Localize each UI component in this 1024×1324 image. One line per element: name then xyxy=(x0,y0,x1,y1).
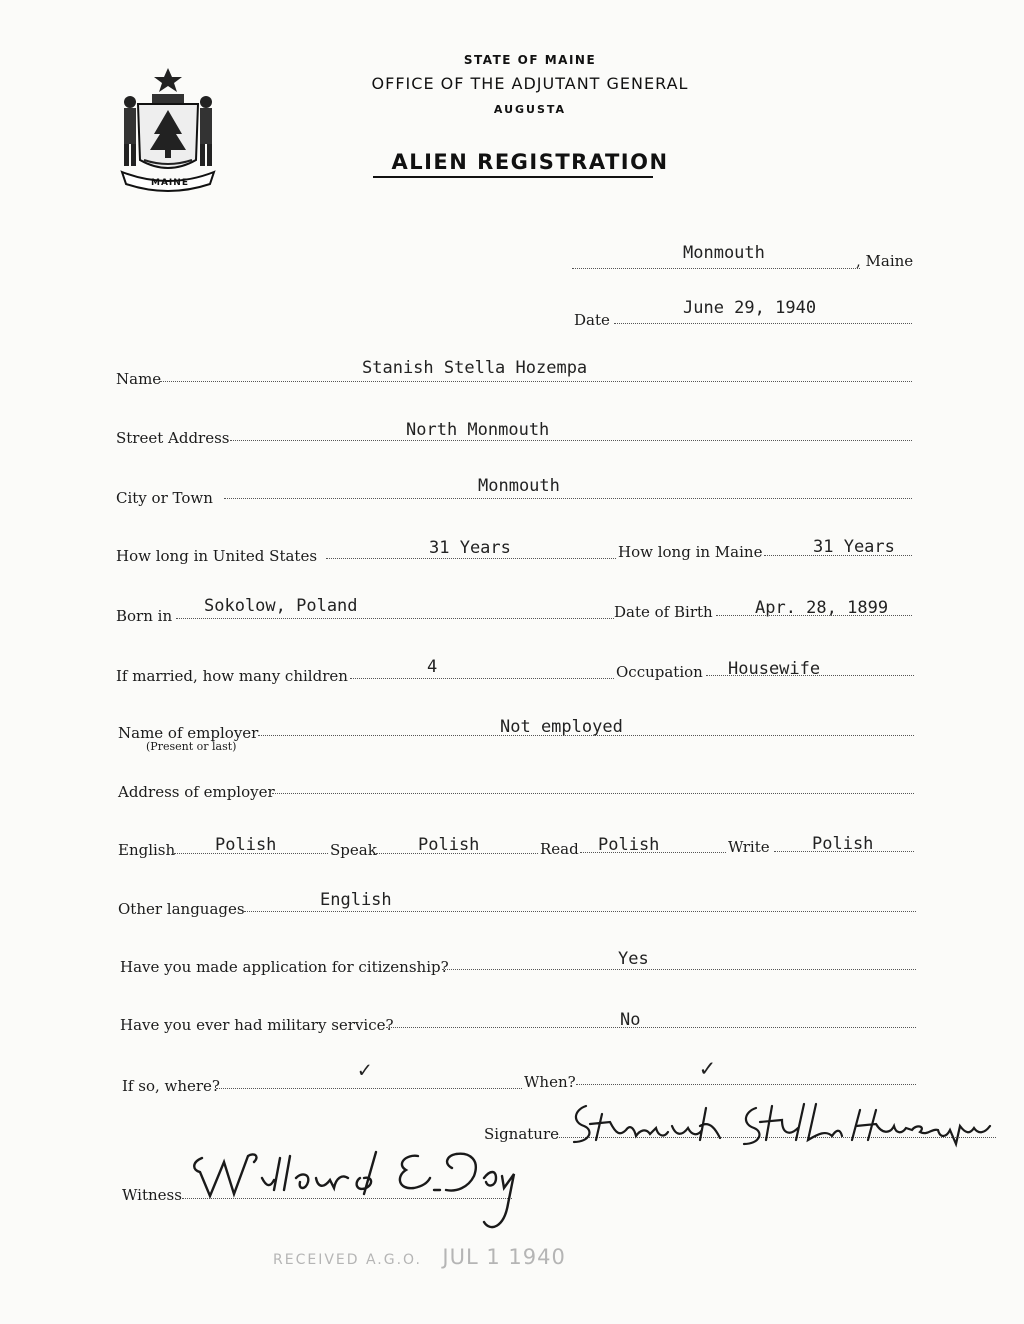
military-line xyxy=(386,1027,916,1028)
form-title: ALIEN REGISTRATION xyxy=(391,150,669,174)
witness-label: Witness xyxy=(122,1186,182,1204)
header-office: OFFICE OF THE ADJUTANT GENERAL xyxy=(371,74,689,93)
city-value: Monmouth xyxy=(478,476,560,496)
english-label: English xyxy=(118,841,176,859)
born-line xyxy=(176,618,614,619)
date-line xyxy=(614,323,912,324)
city-line xyxy=(224,498,912,499)
name-value: Stanish Stella Hozempa xyxy=(362,358,588,378)
english-value: Polish xyxy=(215,835,277,855)
write-value: Polish xyxy=(812,834,874,854)
when-line xyxy=(576,1084,916,1085)
born-label: Born in xyxy=(116,607,173,625)
received-stamp-date: JUL 1 1940 xyxy=(442,1245,566,1269)
children-label: If married, how many children xyxy=(116,667,348,685)
occupation-value: Housewife xyxy=(728,659,821,679)
citizenship-label: Have you made application for citizenship? xyxy=(120,958,449,976)
us-time-line xyxy=(326,558,616,559)
employer-label: Name of employer xyxy=(118,724,259,742)
employer-address-label: Address of employer xyxy=(118,783,275,801)
witness-signature-handwriting xyxy=(184,1138,524,1238)
employer-value: Not employed xyxy=(500,717,623,737)
other-languages-value: English xyxy=(320,890,392,910)
read-value: Polish xyxy=(598,835,660,855)
state-of-maine-seal-icon xyxy=(112,64,224,194)
other-languages-label: Other languages xyxy=(118,900,245,918)
where-line xyxy=(216,1088,522,1089)
born-value: Sokolow, Poland xyxy=(204,596,358,616)
dob-value: Apr. 28, 1899 xyxy=(755,598,889,618)
us-time-value: 31 Years xyxy=(429,538,511,558)
city-label: City or Town xyxy=(116,489,213,507)
name-label: Name xyxy=(116,370,162,388)
occupation-label: Occupation xyxy=(616,663,703,681)
us-time-label: How long in United States xyxy=(116,547,318,565)
speak-label: Speak xyxy=(330,841,377,859)
place-suffix: , Maine xyxy=(856,252,914,270)
where-value: ✓ xyxy=(358,1058,372,1083)
when-value: ✓ xyxy=(700,1054,715,1082)
place-value: Monmouth xyxy=(683,243,765,263)
header-state: STATE OF MAINE xyxy=(463,53,597,67)
when-label: When? xyxy=(524,1073,576,1091)
military-value: No xyxy=(620,1010,641,1030)
children-line xyxy=(350,678,614,679)
place-line xyxy=(572,268,860,269)
maine-time-value: 31 Years xyxy=(813,537,895,557)
employer-sublabel: (Present or last) xyxy=(146,740,237,753)
date-label: Date xyxy=(574,311,610,329)
citizenship-value: Yes xyxy=(618,949,649,969)
military-label: Have you ever had military service? xyxy=(120,1016,394,1034)
date-value: June 29, 1940 xyxy=(683,298,817,318)
where-label: If so, where? xyxy=(122,1077,220,1095)
speak-value: Polish xyxy=(418,835,480,855)
received-stamp-text: RECEIVED A.G.O. xyxy=(273,1252,422,1268)
citizenship-line xyxy=(442,969,916,970)
street-value: North Monmouth xyxy=(406,420,550,440)
employer-address-line xyxy=(272,793,914,794)
children-value: 4 xyxy=(427,657,438,677)
other-languages-line xyxy=(244,911,916,912)
signature-label: Signature xyxy=(484,1125,560,1143)
signature-handwriting xyxy=(560,1100,1008,1160)
dob-label: Date of Birth xyxy=(614,603,713,621)
write-label: Write xyxy=(728,838,770,856)
street-line xyxy=(230,440,912,441)
street-label: Street Address xyxy=(116,429,230,447)
received-stamp xyxy=(273,1245,566,1269)
name-line xyxy=(160,381,912,382)
seal-banner-text: MAINE xyxy=(151,178,189,188)
title-underline xyxy=(373,176,653,178)
maine-time-label: How long in Maine xyxy=(618,543,763,561)
header-city: AUGUSTA xyxy=(493,103,567,116)
read-label: Read xyxy=(540,840,579,858)
